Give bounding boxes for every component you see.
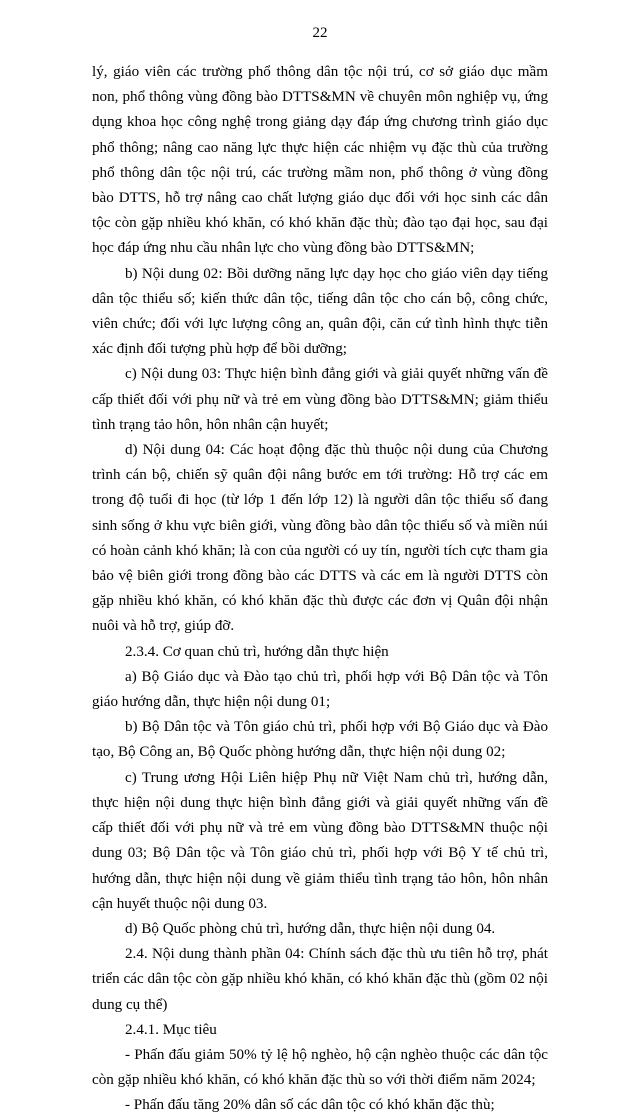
paragraph-noi-dung-04: d) Nội dung 04: Các hoạt động đặc thù thuộc nội dung của Chương trình cán bộ, chiến sỹ quân đội nâng bước em tới trường: Hỗ trợ các em trong độ tuổi đi học (từ lớp 1 đến lớp 12) là người dân tộc thiểu số đang sinh sống ở khu vực biên giới, vùng đồng bào dân tộc thiểu số và miền núi có hoàn cảnh khó khăn; là con của người có uy tín, người tích cực tham gia bảo vệ biên giới trong đồng bào các DTTS và các em là người DTTS còn gặp nhiều khó khăn, có khó khăn đặc thù được các đơn vị Quân đội nhận nuôi và hỗ trợ, giúp đỡ.: [92, 442, 548, 635]
document-body: [92, 60, 548, 1119]
paragraph-continued-opening: lý, giáo viên các trường phổ thông dân tộc nội trú, cơ sở giáo dục mầm non, phổ thông vùng đồng bào DTTS&MN về chuyên môn nghiệp vụ, ứng dụng khoa học công nghệ trong giảng dạy đáp ứng chương trình giáo dục phổ thông; nâng cao năng lực thực hiện các nhiệm vụ đặc thù của trường phổ thông dân tộc nội trú, các trường mầm non, phổ thông ở vùng đồng bào DTTS, hỗ trợ nâng cao chất lượng giáo dục đối với học sinh các dân tộc còn gặp nhiều khó khăn, có khó khăn đặc thù; đào tạo đại học, sau đại học đáp ứng nhu cầu nhân lực cho vùng đồng bào DTTS&MN;: [92, 64, 548, 257]
heading-2-4: 2.4. Nội dung thành phần 04: Chính sách đặc thù ưu tiên hỗ trợ, phát triển các dân tộc còn gặp nhiều khó khăn, có khó khăn đặc thù (gồm 02 nội dung cụ thể): [92, 946, 548, 1013]
paragraph-muc-tieu-2: - Phấn đấu tăng 20% dân số các dân tộc có khó khăn đặc thù;: [125, 1097, 495, 1114]
paragraph-co-quan-d: d) Bộ Quốc phòng chủ trì, hướng dẫn, thực hiện nội dung 04.: [125, 920, 496, 937]
heading-2-4-1: 2.4.1. Mục tiêu: [125, 1021, 217, 1038]
paragraph-noi-dung-02: b) Nội dung 02: Bồi dưỡng năng lực dạy học cho giáo viên dạy tiếng dân tộc thiểu số; kiến thức dân tộc, tiếng dân tộc cho cán bộ, công chức, viên chức; đối với lực lượng công an, quân đội, căn cứ tình hình thực tiễn xác định đối tượng phù hợp để bồi dưỡng;: [92, 265, 548, 358]
paragraph-muc-tieu-1: - Phấn đấu giảm 50% tỷ lệ hộ nghèo, hộ cận nghèo thuộc các dân tộc còn gặp nhiều khó khăn, có khó khăn đặc thù so với thời điểm năm 2024;: [92, 1046, 548, 1089]
heading-2-3-4: 2.3.4. Cơ quan chủ trì, hướng dẫn thực hiện: [125, 643, 389, 660]
page-number: 22: [312, 25, 328, 41]
paragraph-co-quan-a: a) Bộ Giáo dục và Đào tạo chủ trì, phối hợp với Bộ Dân tộc và Tôn giáo hướng dẫn, thực hiện nội dung 01;: [92, 668, 548, 711]
paragraph-co-quan-b: b) Bộ Dân tộc và Tôn giáo chủ trì, phối hợp với Bộ Giáo dục và Đào tạo, Bộ Công an, Bộ Quốc phòng hướng dẫn, thực hiện nội dung 02;: [92, 719, 548, 761]
paragraph-noi-dung-03: c) Nội dung 03: Thực hiện bình đẳng giới và giải quyết những vấn đề cấp thiết đối với phụ nữ và trẻ em vùng đồng bào DTTS&MN; giảm thiểu tình trạng tảo hôn, hôn nhân cận huyết;: [92, 366, 548, 433]
paragraph-co-quan-c: c) Trung ương Hội Liên hiệp Phụ nữ Việt Nam chủ trì, hướng dẫn, thực hiện nội dung thực hiện bình đẳng giới và giải quyết những vấn đề cấp thiết đối với phụ nữ và trẻ em vùng đồng bào DTTS&MN thuộc nội dung 03; Bộ Dân tộc và Tôn giáo chủ trì, phối hợp với Bộ Y tế chủ trì, hướng dẫn, thực hiện nội dung về giảm thiểu tình trạng tảo hôn, hôn nhân cận huyết thuộc nội dung 03.: [92, 769, 548, 912]
